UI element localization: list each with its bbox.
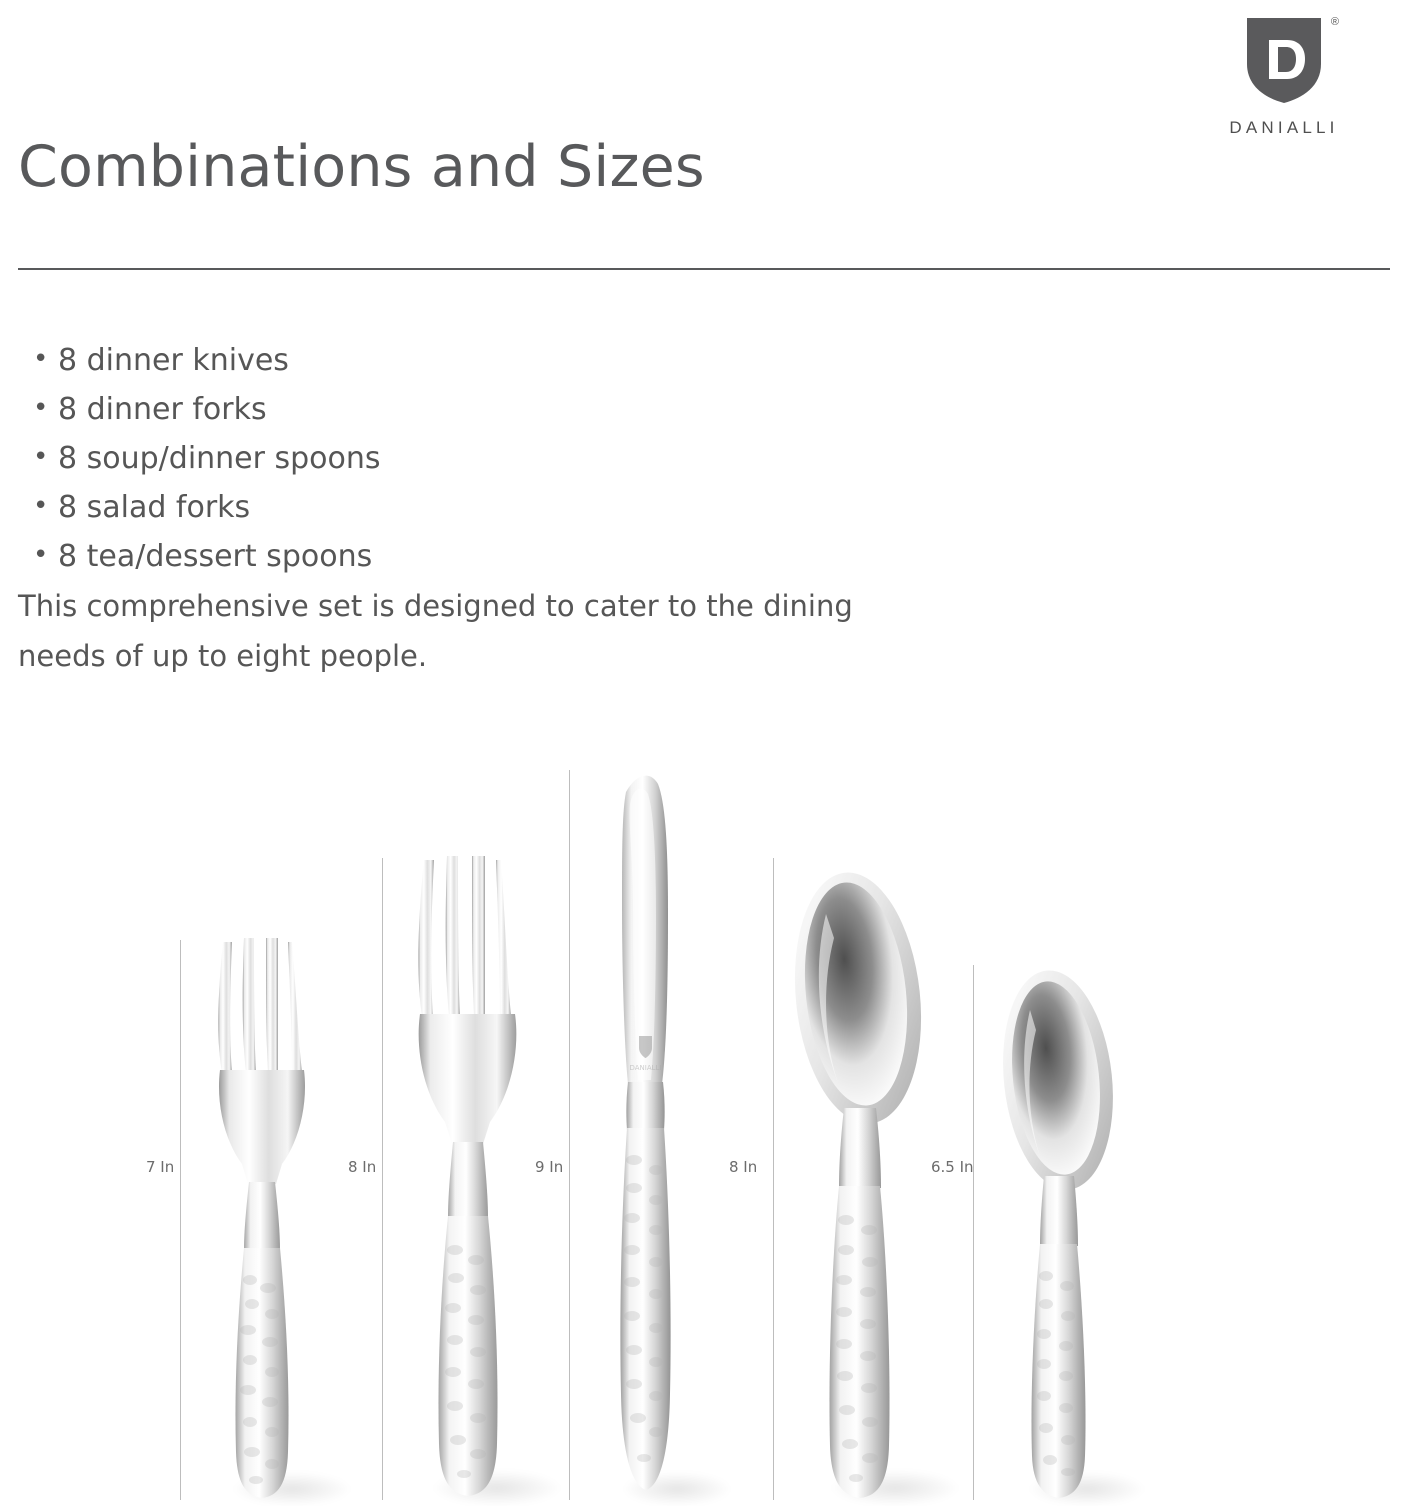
size-tick-dinner-fork <box>382 858 383 1500</box>
size-tick-salad-fork <box>180 940 181 1500</box>
size-label-dinner-knife: 9 In <box>535 1158 564 1176</box>
soup-dinner-spoon <box>782 852 952 1500</box>
dinner-knife <box>586 764 716 1500</box>
contents-list <box>18 336 918 581</box>
brand-logo <box>1194 14 1374 138</box>
list-item: • 8 salad forks <box>58 483 918 532</box>
size-tick-soup-spoon <box>773 858 774 1500</box>
size-label-soup-spoon: 8 In <box>729 1158 758 1176</box>
list-item: • 8 dinner forks <box>58 385 918 434</box>
list-item: • 8 soup/dinner spoons <box>58 434 918 483</box>
contents-block <box>18 336 918 681</box>
list-item: • 8 tea/dessert spoons <box>58 532 918 581</box>
size-tick-dinner-knife <box>569 770 570 1500</box>
cutlery-size-figure <box>0 740 1408 1500</box>
size-label-salad-fork: 7 In <box>146 1158 175 1176</box>
svg-text:DANIALLI: DANIALLI <box>629 1064 662 1072</box>
tea-dessert-spoon <box>988 960 1138 1500</box>
registered-mark: ® <box>1330 16 1339 28</box>
salad-fork <box>192 932 342 1500</box>
brand-name: DANIALLI <box>1229 118 1339 137</box>
description-paragraph: This comprehensive set is designed to cater to the dining needs of up to eight people. <box>18 589 853 673</box>
size-label-dinner-fork: 8 In <box>348 1158 377 1176</box>
page-title: Combinations and Sizes <box>18 134 705 200</box>
size-tick-tea-spoon <box>973 965 974 1500</box>
list-item: • 8 dinner knives <box>58 336 918 385</box>
dinner-fork <box>390 852 550 1500</box>
size-label-tea-spoon: 6.5 In <box>931 1158 974 1176</box>
title-divider <box>18 268 1390 270</box>
danialli-shield-logo-icon <box>1243 14 1339 106</box>
